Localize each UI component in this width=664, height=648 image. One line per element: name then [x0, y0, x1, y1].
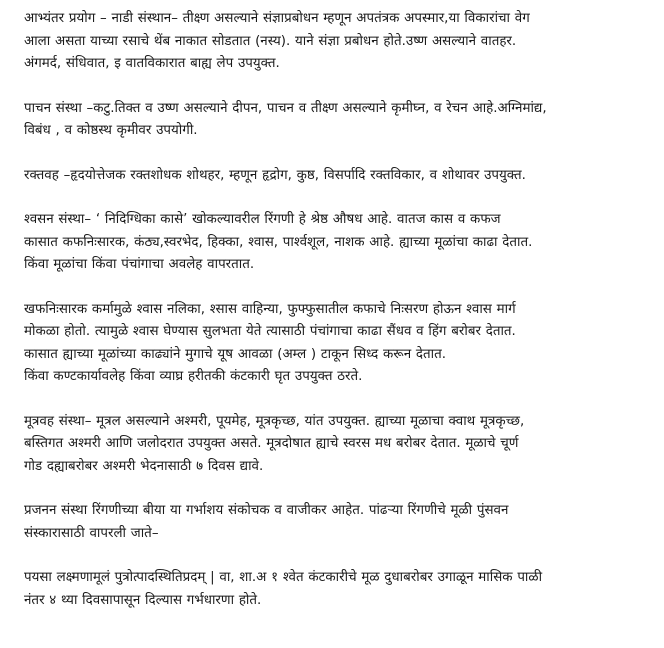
text-line: आभ्यंतर प्रयोग – नाडी संस्थान– तीक्ष्ण असल्याने संज्ञाप्रबोधन म्हणून अपतंत्रक अपस्मार,या विकारांचा वेग [24, 11, 530, 26]
paragraph-pachan-sanstha [24, 98, 652, 143]
text-line: कासात कफनिःसारक, कंठ्य,स्वरभेद, हिक्का, श्वास, पार्श्वशूल, नाशक आहे. ह्याच्या मूळांचा काढा देतात. [24, 234, 533, 250]
text-line: पयसा लक्ष्मणामूलं पुत्रोत्पादस्थितिप्रदम् | वा, शा.अ १ श्वेत कंटकारीचे मूळ दुधाबरोबर उगाळून मासिक पाळी [24, 570, 543, 585]
text-line: नंतर ४ थ्या दिवसापासून दिल्यास गर्भधारणा होते. [24, 592, 262, 608]
text-line: पाचन संस्था –कटु.तिक्त व उष्ण असल्याने दीपन, पाचन व तीक्ष्ण असल्याने कृमीघ्न, व रेचन आहे.अग्निमांद्य, [24, 100, 547, 116]
text-line: खफनिःसारक कर्मामुळे श्वास नलिका, श्सास वाहिन्या, फुफ्फुसातील कफाचे निःसरण होऊन श्वास मार्ग [24, 301, 516, 317]
paragraph-shwasan-sanstha [24, 209, 652, 277]
text-line: मोकळा होतो. त्यामुळे श्वास घेण्यास सुलभता येते त्यासाठी पंचांगाचा काढा सैंधव व हिंग बरोबर देतात. [24, 324, 516, 339]
text-line: किंवा कण्टकार्यावलेह किंवा व्याघ्र हरीतकी कंटकारी घृत उपयुक्त ठरते. [24, 369, 363, 384]
text-line: कासात ह्याच्या मूळांच्या काढ्यांने मुगाचे यूष आवळा (अम्ल ) टाकून सिध्द करून देतात. [24, 346, 446, 362]
text-line: गोड दह्याबरोबर अश्मरी भेदनासाठी ७ दिवस द्यावे. [24, 458, 264, 474]
paragraph-kaphanissarak [24, 299, 652, 389]
text-line: विबंध , व कोष्ठस्थ कृमीवर उपयोगी. [24, 123, 198, 138]
paragraph-shloka [24, 567, 652, 612]
text-line: प्रजनन संस्था रिंगणीच्या बीया या गर्भाशय संकोचक व वाजीकर आहेत. पांढऱ्या रिंगणीचे मूळी पुंसवन [24, 503, 509, 518]
text-line: आला असता याच्या रसाचे थेंब नाकात सोडतात (नस्य). याने संज्ञा प्रबोधन होते.उष्ण असल्याने वातहर. [24, 33, 517, 49]
text-line: बस्तिगत अश्मरी आणि जलोदरात उपयुक्त असते. मूत्रदोषात ह्याचे स्वरस मध बरोबर देतात. मूळाचे चूर्ण [24, 436, 519, 451]
text-line: संस्कारासाठी वापरली जाते– [24, 525, 159, 541]
text-line: मूत्रवह संस्था– मूत्रल असल्याने अश्मरी, पूयमेह, मूत्रकृच्छ, यांत उपयुक्त. ह्याच्या मूळाचा क्वाथ मूत्रकृच्छ, [24, 413, 525, 429]
text-line: श्वसन संस्था– ‘ निदिग्धिका कासे’ खोकल्यावरील रिंगणी हे श्रेष्ठ औषध आहे. वातज कास व कफज [24, 212, 501, 227]
text-line: रक्तवह –हृदयोत्तेजक रक्तशोधक शोथहर, म्हणून हृद्रोग, कुष्ठ, विसर्पादि रक्तविकार, व शोथावर उपयुक्त. [24, 167, 526, 183]
paragraph-nadi-sansthan [24, 8, 652, 76]
text-line: अंगमर्द, संधिवात, इ वातविकारात बाह्य लेप उपयुक्त. [24, 56, 280, 71]
paragraph-mutravah-sanstha [24, 411, 652, 479]
paragraph-raktavah [24, 165, 652, 188]
text-line: किंवा मूळांचा किंवा पंचांगाचा अवलेह वापरतात. [24, 257, 255, 272]
paragraph-prajanan-sanstha [24, 500, 652, 545]
